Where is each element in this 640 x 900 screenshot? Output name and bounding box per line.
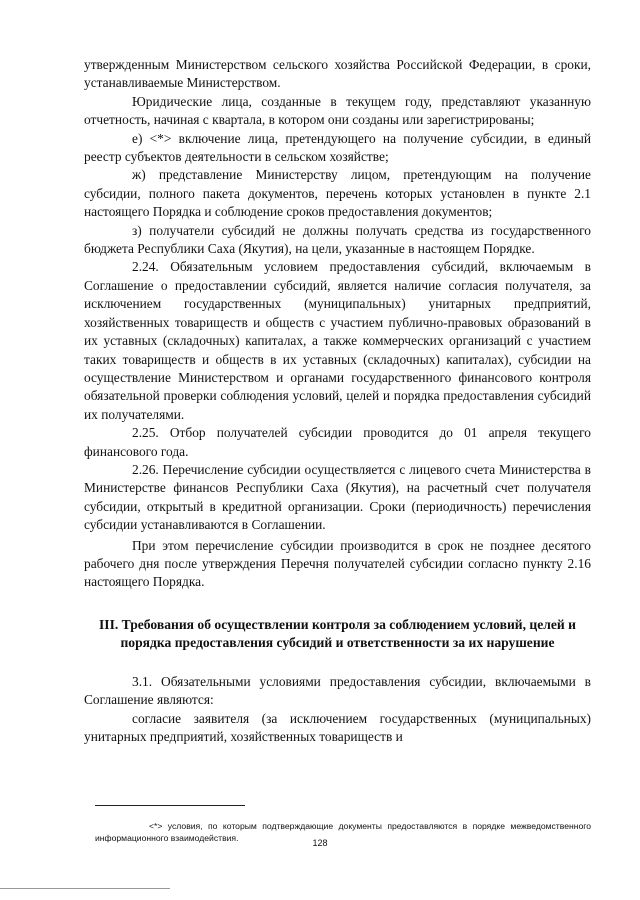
paragraph-2-24: 2.24. Обязательным условием предоставления субсидий, включаемым в Соглашение о предоставлении субсидий, является наличие согласия получателя, за исключением государственных (муниципальных) унитарных предприятий, хозяйственных товариществ и обществ с участием публично-правовых образований в их уставных (складочных) капиталах, а также коммерческих организаций с участием таких товариществ и обществ в их уставных (складочных) капиталах), субсидии на осуществление Министерством и органами государственного финансового контроля обязательной проверки соблюдения условий, целей и порядка предоставления субсидий их получателями. (84, 259, 591, 422)
paragraph-consent: согласие заявителя (за исключением государственных (муниципальных) унитарных предприятий, хозяйственных товариществ и (84, 710, 591, 745)
paragraph-item-zh: ж) представление Министерству лицом, претендующим на получение субсидии, полного пакета документов, перечень которых установлен в пункте 2.1 настоящего Порядка и соблюдение сроков предоставления документов; (84, 167, 591, 220)
scan-edge-line (0, 888, 170, 889)
section-heading: III. Требования об осуществлении контроля за соблюдением условий, целей и порядка предоставления субсидий и ответственности за их нарушение (98, 616, 576, 651)
paragraph-3-1: 3.1. Обязательными условиями предоставления субсидии, включаемыми в Соглашение являются: (84, 673, 591, 708)
document-page (84, 56, 591, 747)
paragraph-transfer-term: При этом перечисление субсидии производится в срок не позднее десятого рабочего дня после утверждения Перечня получателей субсидии согласно пункту 2.16 настоящего Порядка. (84, 537, 591, 590)
paragraph-item-z: з) получатели субсидий не должны получать средства из государственного бюджета Республики Саха (Якутия), на цели, указанные в настоящем Порядке. (84, 222, 591, 257)
paragraph-legal-entities: Юридические лица, созданные в текущем году, представляют указанную отчетность, начиная с квартала, в котором они созданы или зарегистрированы; (84, 93, 591, 128)
paragraph-2-25: 2.25. Отбор получателей субсидии проводится до 01 апреля текущего финансового года. (84, 425, 591, 459)
footnote-divider (95, 805, 245, 806)
paragraph-continuation: утвержденным Министерством сельского хозяйства Российской Федерации, в сроки, устанавливаемые Министерством. (84, 57, 591, 91)
paragraph-item-e: е) <*> включение лица, претендующего на получение субсидии, в единый реестр субъектов деятельности в сельском хозяйстве; (84, 130, 591, 165)
footnote: <*> условия, по которым подтверждающие документы предоставляются в порядке межведомственного информационного взаимодействия. (95, 820, 591, 843)
paragraph-2-26: 2.26. Перечисление субсидии осуществляется с лицевого счета Министерства в Министерстве финансов Республики Саха (Якутия), на расчетный счет получателя субсидии, открытый в кредитной организации. Сроки (периодичность) перечисления субсидии устанавливаются в Соглашении. (84, 461, 591, 533)
page-number: 128 (312, 838, 328, 848)
